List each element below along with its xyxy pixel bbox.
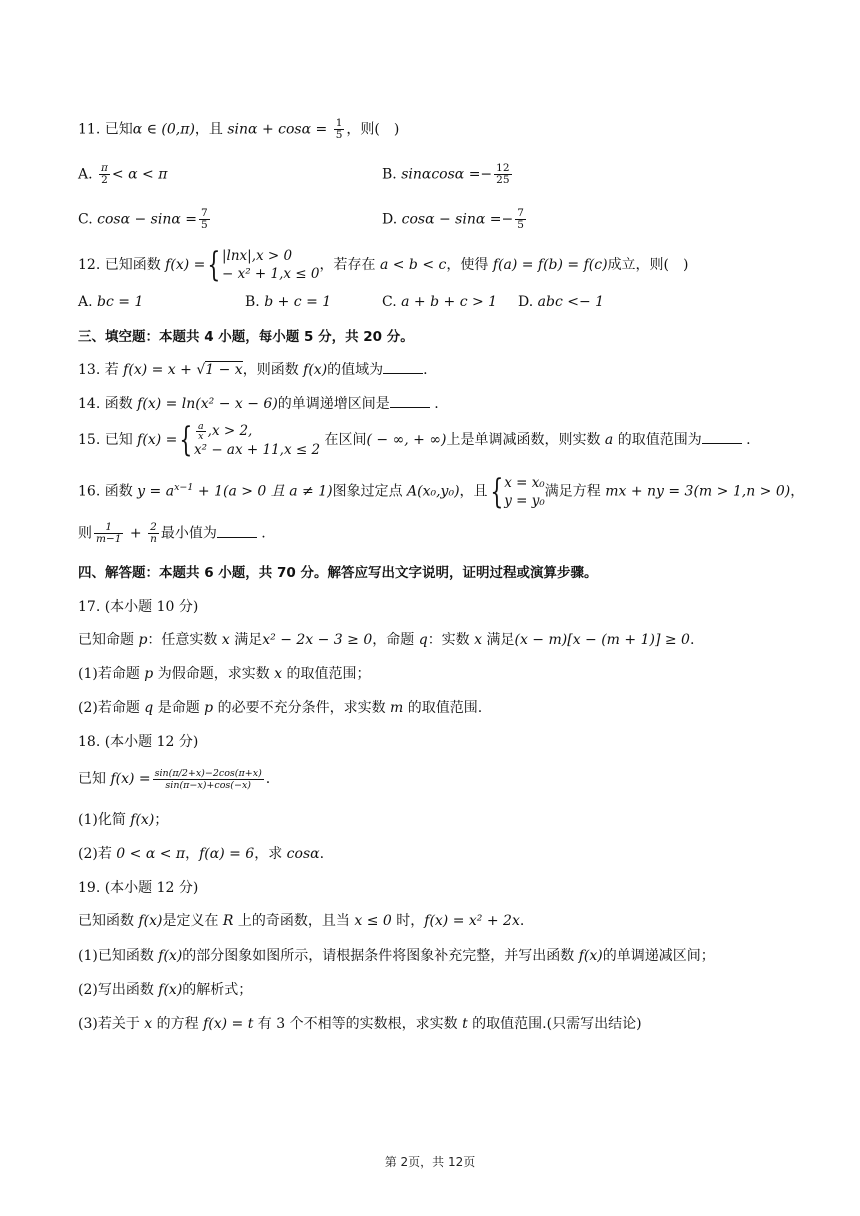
fraction: $\frac{1}{5}$ <box>335 117 343 141</box>
q11-text: 已知 <box>104 121 133 138</box>
q12-math: f(x) = <box>165 257 206 273</box>
q17-part2: (2)若命题 q 是命题 p 的必要不充分条件，求实数 m 的取值范围. <box>78 700 483 716</box>
section-heading-fill-in: 三、填空题：本题共 4 小题，每小题 5 分，共 20 分。 <box>78 329 414 345</box>
q11-option-a[interactable]: A. $\frac{\pi}{2}$ < α < π <box>78 162 168 186</box>
q13: 13. 若 f(x) = x + √1 − x，则函数 f(x)的值域为 . <box>78 359 428 380</box>
q12-stem <box>78 247 689 283</box>
q12-text: ，若存在 <box>319 257 380 273</box>
q17-part1: (1)若命题 p 为假命题，求实数 x 的取值范围； <box>78 666 371 682</box>
q12-text: ，使得 <box>446 257 493 273</box>
answer-blank[interactable] <box>702 429 742 444</box>
q11-option-c[interactable]: C. cosα − sinα = $\frac{7}{5}$ <box>78 207 208 231</box>
fraction: $\frac{1}{m-1}$ <box>96 521 122 545</box>
brace-icon: { <box>179 420 193 460</box>
q11-math: α ∈ (0,π) <box>132 121 195 138</box>
q18-part1: (1)化简 f(x)； <box>78 812 169 828</box>
system: x = x₀ y = y₀ <box>504 474 545 509</box>
q19-stem: 已知函数 f(x)是定义在 R 上的奇函数，且当 x ≤ 0 时，f(x) = x² + 2x. <box>78 913 525 929</box>
sqrt-icon: √ <box>196 362 206 378</box>
q12-option-c[interactable]: C. a + b + c > 1 <box>382 294 498 310</box>
q12-option-d[interactable]: D. abc <− 1 <box>518 294 605 310</box>
q14: 14. 函数 f(x) = ln(x² − x − 6)的单调递增区间是 . <box>78 393 439 414</box>
fraction: $\frac{7}{5}$ <box>200 207 208 231</box>
q12-math: f(a) = f(b) = f(c) <box>492 257 608 273</box>
q12-number: 12. <box>78 257 101 273</box>
q16-line2: 则 $\frac{1}{m-1}$ + $\frac{2}{n}$ 最小值为 . <box>78 521 266 545</box>
q19-part2: (2)写出函数 f(x)的解析式； <box>78 982 253 998</box>
q12-math: a < b < c <box>379 257 447 273</box>
q12-option-a[interactable]: A. bc = 1 <box>78 294 144 310</box>
q12-text: 成立，则( ) <box>607 257 689 273</box>
q17-stem: 已知命题 p：任意实数 x 满足x² − 2x − 3 ≥ 0，命题 q：实数 x 满足(x − m)[x − (m + 1)] ≥ 0. <box>78 632 695 648</box>
piecewise: |lnx|,x > 0 − x² + 1,x ≤ 0 <box>222 248 320 282</box>
brace-icon: { <box>489 471 503 512</box>
section-heading-answer: 四、解答题：本题共 6 小题，共 70 分。解答应写出文字说明，证明过程或演算步骤。 <box>78 565 598 581</box>
answer-blank[interactable] <box>390 393 430 408</box>
piecewise: $\frac{a}{x}$ ,x > 2, x² − ax + 11,x ≤ 2 <box>194 420 321 458</box>
q11-number: 11. <box>78 121 101 138</box>
q19-heading: 19. (本小题 12 分) <box>78 880 199 896</box>
fraction: $\frac{\pi}{2}$ <box>101 162 108 186</box>
q11-math: sinα + cosα = <box>227 121 328 138</box>
answer-blank[interactable] <box>383 359 423 374</box>
q11-option-d[interactable]: D. cosα − sinα =− $\frac{7}{5}$ <box>382 207 524 231</box>
fraction: $\frac{2}{n}$ <box>150 521 157 545</box>
q12-option-b[interactable]: B. b + c = 1 <box>245 294 332 310</box>
q11-option-b[interactable]: B. sinαcosα =− $\frac{12}{25}$ <box>382 162 510 186</box>
q17-heading: 17. (本小题 10 分) <box>78 599 199 615</box>
q18-part2: (2)若 0 < α < π，f(α) = 6，求 cosα. <box>78 846 325 862</box>
q11-stem <box>78 118 399 141</box>
fraction: $\frac{12}{25}$ <box>496 162 510 186</box>
q12-text: 已知函数 <box>104 257 166 273</box>
q18-heading: 18. (本小题 12 分) <box>78 734 199 750</box>
answer-blank[interactable] <box>217 523 257 538</box>
q19-part3: (3)若关于 x 的方程 f(x) = t 有 3 个不相等的实数根，求实数 t 的取值范围.(只需写出结论) <box>78 1016 642 1032</box>
fraction: $\frac{7}{5}$ <box>517 207 524 231</box>
q15: 15. 已知 f(x) ={ $\frac{a}{x}$ ,x > 2, x² − ax + 11,x ≤ 2 在区间( − ∞, + ∞)上是单调减函数，则实数 a 的取值范围为 . <box>78 420 751 460</box>
q11-text: ，则( ) <box>346 121 400 138</box>
brace-icon: { <box>207 245 221 285</box>
q19-part1: (1)已知函数 f(x)的部分图象如图所示，请根据条件将图象补充完整，并写出函数 f(x)的单调递减区间； <box>78 948 715 964</box>
q18-stem: 已知 f(x) = $\frac{\sin(\pi/2+x)-2\cos(\pi+x)}{\sin(\pi-x)+\cos(-x)}$ . <box>78 767 271 791</box>
q11-text: ，且 <box>194 121 228 138</box>
fraction: $\frac{\sin(\pi/2+x)-2\cos(\pi+x)}{\sin(\pi-x)+\cos(-x)}$ <box>154 767 262 791</box>
page-footer: 第 2页，共 12页 <box>384 1155 476 1169</box>
q16-line1: 16. 函数 $y = a^{x-1} + 1(a > 0$ 且 a ≠ 1)图象过定点 A(x₀,y₀)，且{ x = x₀ y = y₀ 满足方程 mx + ny = 3(m > 1,n > 0)， <box>78 471 805 512</box>
